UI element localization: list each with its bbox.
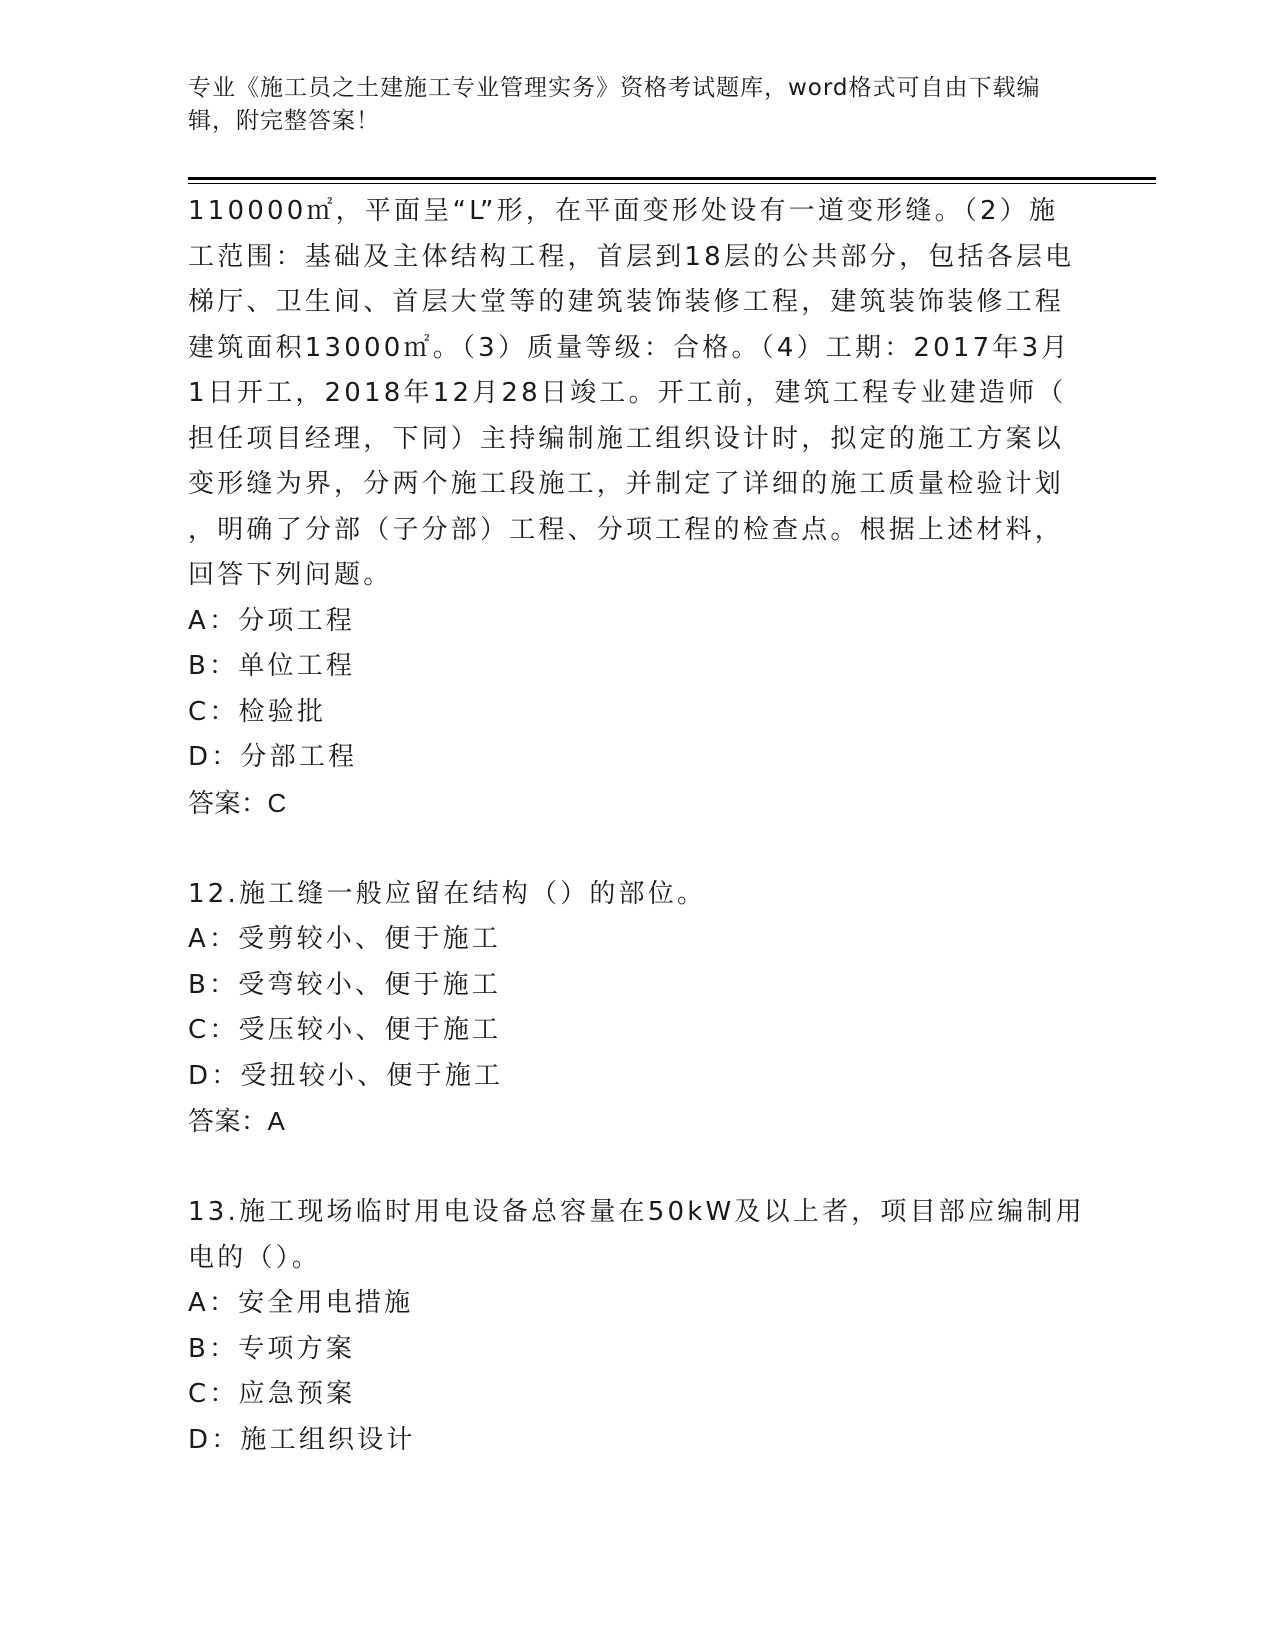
question-11-stem [188,189,1088,599]
question-11 [188,189,1088,826]
question-12 [188,872,1088,1145]
option-a: A：安全用电措施 [188,1288,414,1318]
option-b: B：专项方案 [188,1333,356,1364]
question-13-stem [188,1190,1088,1281]
option-a: A：分项工程 [188,605,355,636]
header-divider-thin [188,183,1156,184]
question-11-answer: 答案：C [188,787,287,818]
option-b: B：单位工程 [188,651,356,681]
question-spacer [188,1145,1088,1191]
header-divider-thick [188,177,1156,180]
stem-line: 110000㎡，平面呈“L”形，在平面变形处设有一道变形缝。（2）施 [188,196,1059,226]
stem-line: 建筑面积13000㎡。（3）质量等级：合格。（4）工期：2017年3月 [188,332,1071,363]
stem-line: 1日开工，2018年12月28日竣工。开工前，建筑工程专业建造师（ [188,378,1067,408]
question-content [188,189,1088,1463]
stem-line: 工范围：基础及主体结构工程，首层到18层的公共部分，包括各层电 [188,241,1075,272]
option-c: C：应急预案 [188,1379,356,1409]
header-line-2: 辑，附完整答案！ [188,108,380,134]
stem-line: 梯厅、卫生间、首层大堂等的建筑装饰装修工程，建筑装饰装修工程 [188,287,1065,317]
question-13-options [188,1281,1088,1463]
stem-line: 担任项目经理，下同）主持编制施工组织设计时，拟定的施工方案以 [188,423,1065,454]
stem-line: 变形缝为界，分两个施工段施工，并制定了详细的施工质量检验计划 [188,469,1065,499]
option-b: B：受弯较小、便于施工 [188,969,502,1000]
option-d: D：分部工程 [188,742,358,772]
question-12-answer: 答案：A [188,1106,286,1136]
question-13 [188,1190,1088,1463]
question-11-options [188,599,1088,781]
stem-line: ，明确了分部（子分部）工程、分项工程的检查点。根据上述材料， [188,514,1065,545]
page-header [188,72,1068,138]
stem-line: 回答下列问题。 [188,560,393,590]
header-line-1: 专业《施工员之土建施工专业管理实务》资格考试题库，word格式可自由下载编 [188,75,1041,101]
option-d: D：受扭较小、便于施工 [188,1060,504,1091]
option-c: C：受压较小、便于施工 [188,1015,502,1045]
option-d: D：施工组织设计 [188,1424,416,1455]
question-spacer [188,826,1088,872]
option-c: C：检验批 [188,696,327,727]
question-12-options [188,917,1088,1099]
option-a: A：受剪较小、便于施工 [188,924,501,954]
stem-line: 电的（）。 [188,1242,322,1273]
question-12-stem: 12.施工缝一般应留在结构（）的部位。 [188,878,707,909]
stem-line: 13.施工现场临时用电设备总容量在50kW及以上者，项目部应编制用 [188,1197,1085,1227]
